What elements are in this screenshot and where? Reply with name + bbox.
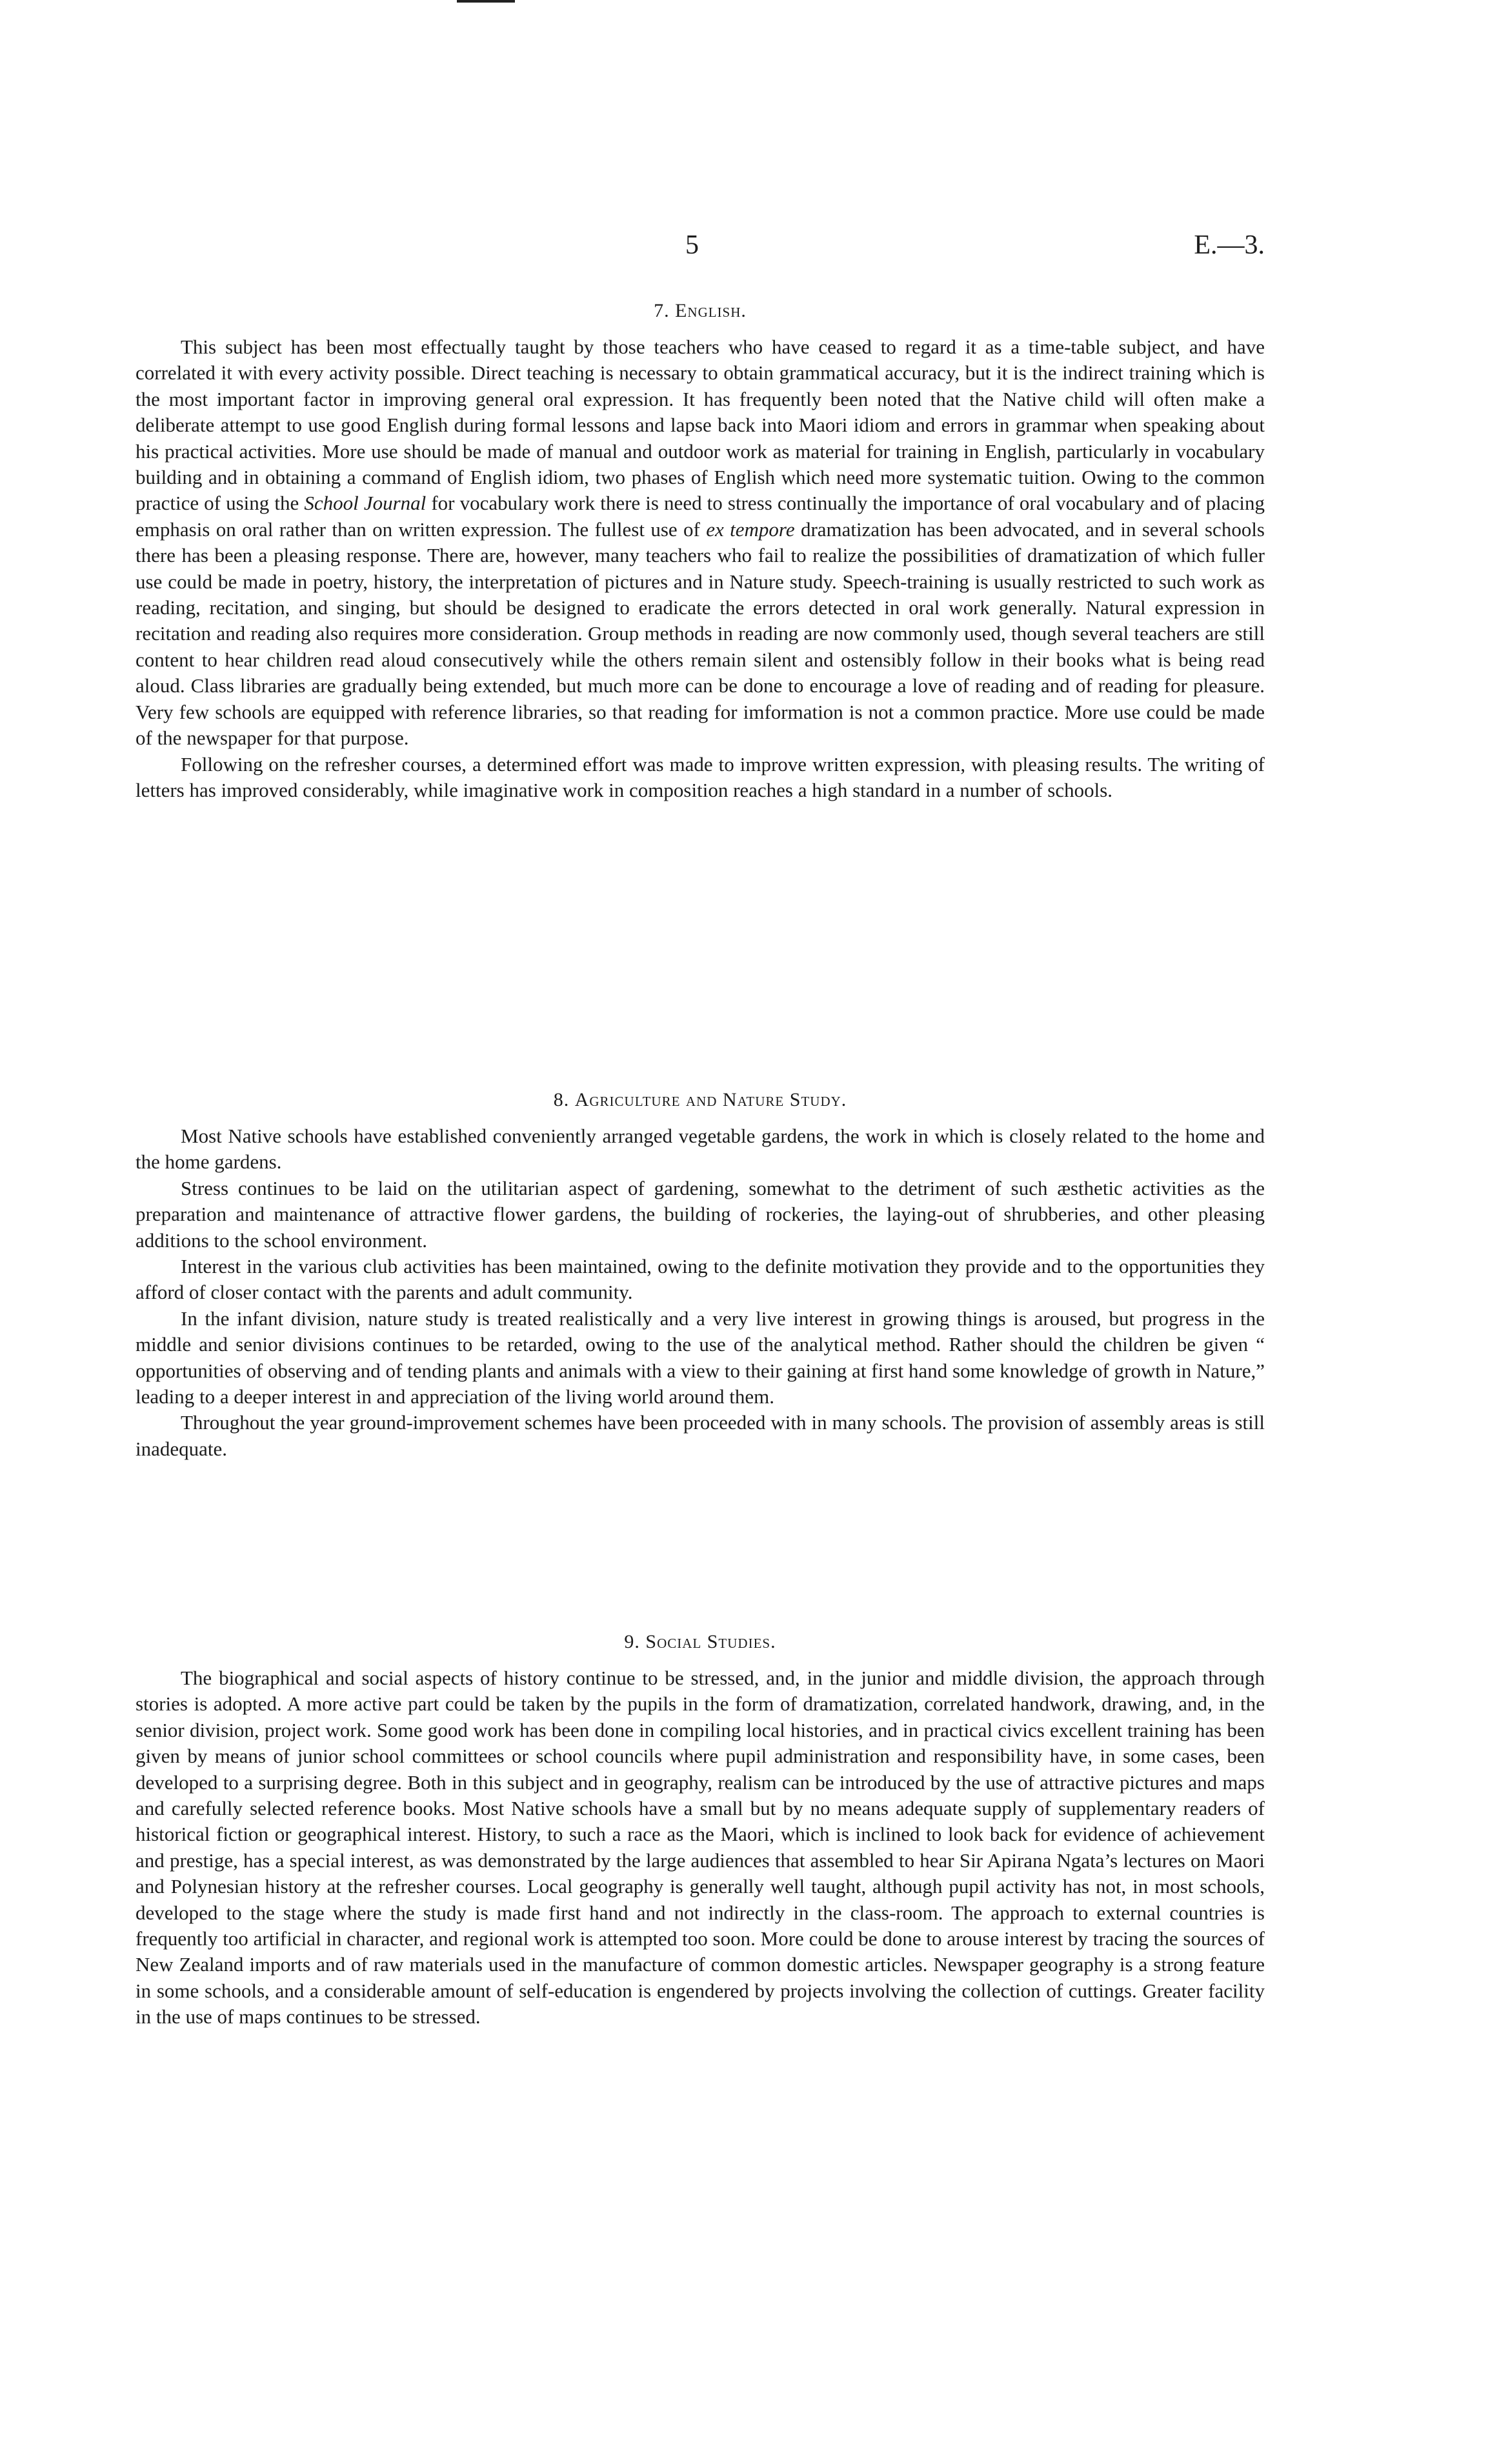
text-run: This subject has been most effectually taught by those teachers who have ceased to regard it as a time-table subject, and have correlated it with every activity possible. Direct teaching is necessary to obtain grammatical accuracy, but it is the indirect training which is the most important factor in improving general oral expression. It has frequently been noted that the Native child will often make a deliberate attempt to use good English during formal lessons and lapse back into Maori idiom and errors in grammar when speaking about his practical activities. More use should be made of manual and outdoor work as material for training in English, particularly in vocabulary building and in obtaining a command of English idiom, two phases of English which need more systematic tuition. Owing to the common practice of using the [136, 336, 1265, 515]
paragraph: Interest in the various club activities has been maintained, owing to the definite motivation they provide and to the opportunities they afford of closer contact with the parents and adult community. [136, 1255, 1265, 1304]
paragraph: The biographical and social aspects of history continue to be stressed, and, in the junior and middle division, the approach through stories is adopted. A more active part could be taken by the pupils in the form of dramatization, correlated handwork, drawing, and, in the senior division, project work. Some good work has been done in compiling local histories, and in practical civics excellent training has been given by means of junior school committees or school councils where pupil administration and responsibility have, in some cases, been developed to a surprising degree. Both in this subject and in geography, realism can be introduced by the use of attractive pictures and maps and carefully selected reference books. Most Native schools have a small but by no means adequate supply of supplementary readers of historical fiction or geographical interest. History, to such a race as the Maori, which is inclined to look back for evidence of achievement and prestige, has a special interest, as was demonstrated by the large audiences that assembled to hear Sir Apirana Ngata’s lectures on Maori and Polynesian history at the refresher courses. Local geography is generally well taught, although pupil activity has not, in most schools, developed to the stage where the study is made first hand and not indirectly in the class-room. The approach to external countries is frequently too artificial in character, and regional work is attempted too soon. More could be done to arouse interest by tracing the sources of New Zealand imports and of raw materials used in the manufacture of common domestic articles. Newspaper geography is a strong feature in some schools, and a considerable amount of self-education is engendered by projects involving the collection of cuttings. Greater facility in the use of maps continues to be stressed. [136, 1667, 1265, 2028]
section-number: 9. [624, 1631, 640, 1652]
paragraph: Following on the refresher courses, a determined effort was made to improve written expression, with pleasing results. The writing of letters has improved considerably, while imaginative work in composition reaches a high standard in a number of schools. [136, 752, 1265, 801]
italic-title: School Journal [304, 492, 427, 515]
section-heading [136, 298, 1265, 324]
paragraph: In the infant division, nature study is treated realistically and a very live interest in growing things is aroused, but progress in the middle and senior divisions continues to be retarded, owing to the use of the analytical method. Rather should the children be given “ opportunities of observing and of tending plants and animals with a view to their gaining at first hand some knowledge of growth in Nature,” leading to a deeper interest in and appreciation of the living world around them. [136, 1307, 1265, 1408]
section-number: 7. [654, 300, 670, 321]
text-run: for vocabulary work there is need to stress continually the importance of oral vocabulary and of placing emphasis on oral rather than on written expression. The fullest use of [136, 492, 1265, 541]
paragraph: Throughout the year ground-improvement schemes have been proceeded with in many schools. The provision of assembly areas is still inadequate. [136, 1411, 1265, 1460]
paragraph: Stress continues to be laid on the utilitarian aspect of gardening, somewhat to the detriment of such æsthetic activities as the preparation and maintenance of attractive flower gardens, the building of rockeries, the laying-out of shrubberies, and other pleasing additions to the school environment. [136, 1176, 1265, 1252]
text-run: dramatization has been advocated, and in several schools there has been a pleasing response. There are, however, many teachers who fail to realize the possibilities of dramatization of which fuller use could be made in poetry, history, the interpretation of pictures and in Nature study. Speech-training is usually restricted to such work as reading, recitation, and singing, but should be designed to eradicate the errors detected in oral work generally. Natural expression in recitation and reading also requires more consideration. Group methods in reading are now commonly used, though several teachers are still content to hear children read aloud consecutively while the others remain silent and ostensibly follow in their books what is being read aloud. Class libraries are gradually being extended, but much more can be done to encourage a love of reading and of reading for pleasure. Very few schools are equipped with reference libraries, so that reading for imformation is not a common practice. More use could be made of the newspaper for that purpose. [136, 517, 1265, 750]
section-heading [136, 1629, 1265, 1655]
page-header [136, 230, 1265, 268]
section-agriculture [136, 1087, 1265, 1462]
paragraph [136, 334, 1265, 752]
page-number: 5 [685, 230, 699, 260]
paragraph: Most Native schools have established conveniently arranged vegetable gardens, the work in which is closely related to the home and the home gardens. [136, 1125, 1265, 1174]
section-number: 8. [553, 1089, 570, 1110]
italic-phrase: ex tempore [706, 517, 795, 541]
scan-edge-mark [457, 0, 515, 3]
section-english [136, 298, 1265, 803]
section-title: Social Studies. [645, 1631, 776, 1652]
document-reference: E.—3. [1194, 230, 1265, 260]
section-title: English. [675, 300, 747, 321]
section-title: Agriculture and Nature Study. [574, 1089, 847, 1110]
section-social-studies [136, 1629, 1265, 2030]
section-heading [136, 1087, 1265, 1113]
